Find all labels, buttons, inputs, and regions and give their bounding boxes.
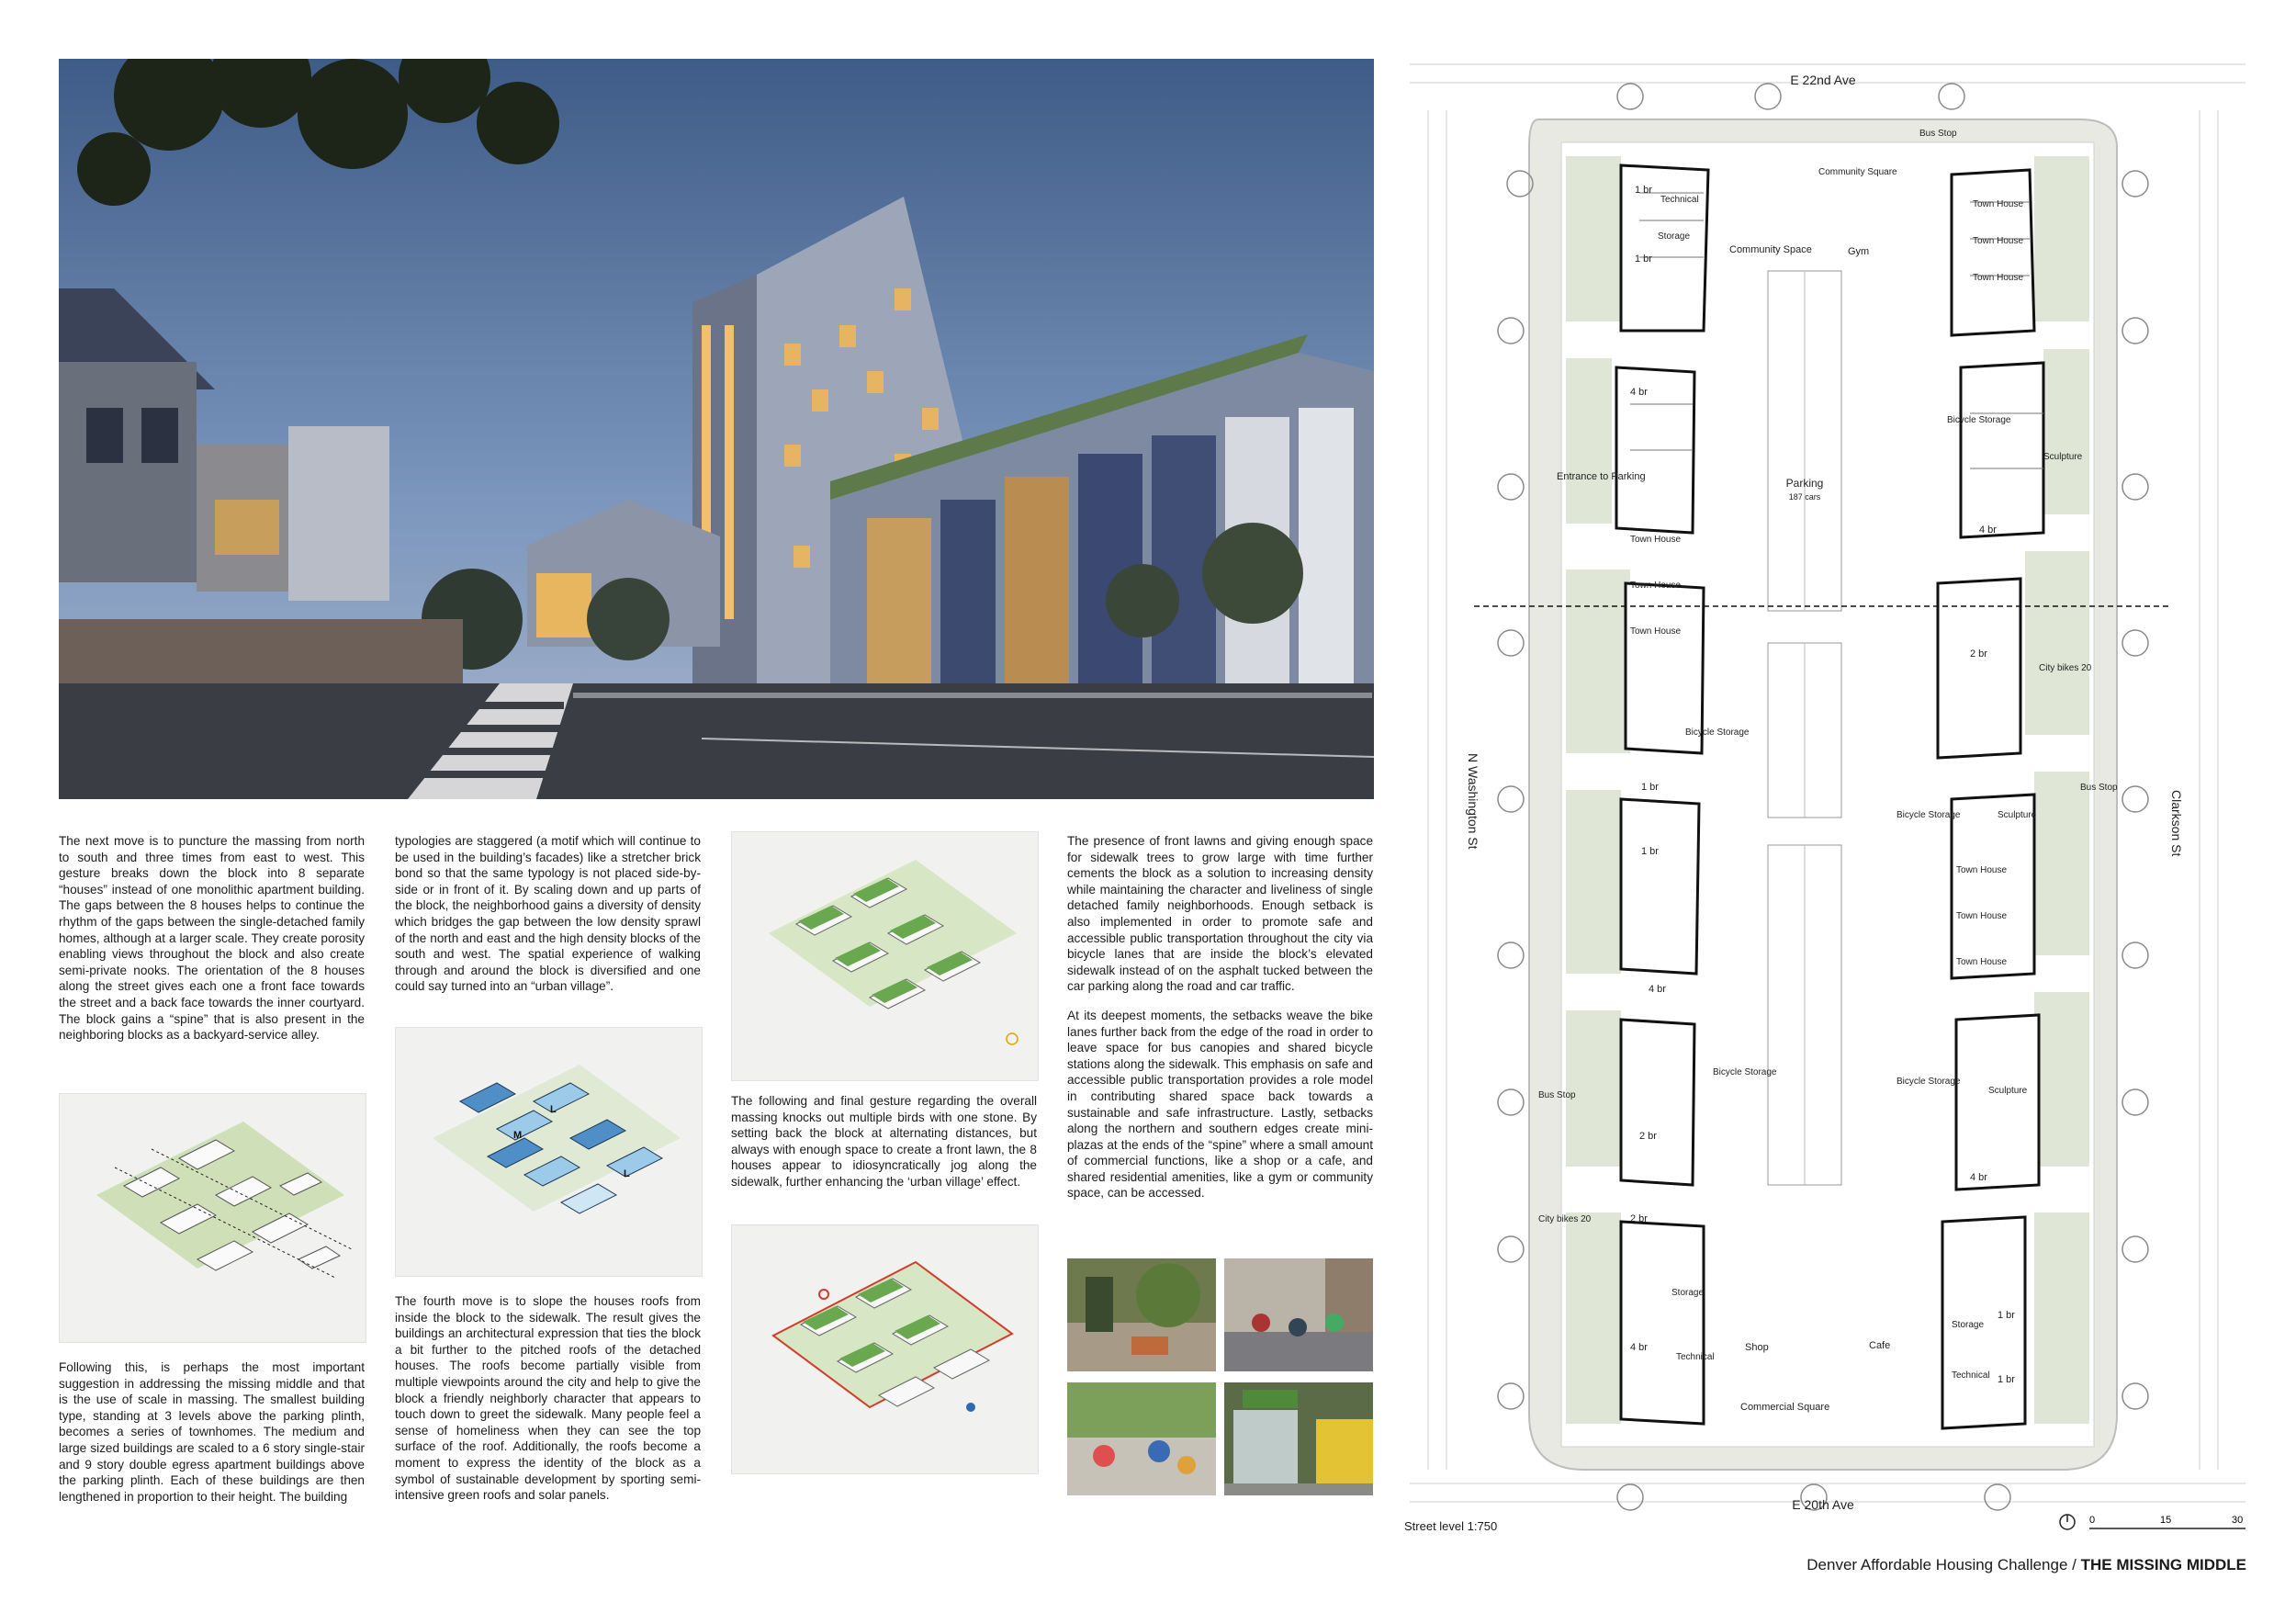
site-plan — [1401, 55, 2246, 1525]
label-town-house-4: Town House — [1630, 535, 1682, 545]
label-technical-nw: Technical — [1660, 195, 1699, 205]
label-community-square: Community Square — [1818, 167, 1897, 177]
photo-street-plaza — [1067, 1258, 1216, 1371]
label-city-bikes-east: City bikes 20 — [2039, 663, 2092, 673]
col3-paragraph-1: The following and final gesture regarding the overall massing knocks out multiple birds with one stone. By setting back the block at alternating distances, but always with enough space to create a front lawn, the 8 houses appear to idiosyncratically jog along the sidewalk, further enhancing the ‘urban village’ effect. — [731, 1094, 1037, 1189]
label-gym: Gym — [1848, 246, 1870, 257]
photo-kids-bikes — [1067, 1382, 1216, 1495]
text-column-3 — [731, 1093, 1037, 1203]
footer-project: Denver Affordable Housing Challenge / — [1806, 1556, 2081, 1573]
label-community-space: Community Space — [1729, 244, 1812, 255]
text-column-1b — [59, 1359, 365, 1517]
footer-title: THE MISSING MIDDLE — [2080, 1556, 2246, 1573]
col2-paragraph-2: The fourth move is to slope the houses roofs from inside the block to the sidewalk. The result gives the buildings an architectural expression that ties the block a bit further to the pitched roofs of the detached houses. The roofs become partially visible from multiple viewpoints around the city and help to give the block a friendly neighborly character that appears to touch down to greet the sidewalk. Many people feel a sense of homeliness when they can see the top surface of the roof. Additionally, the roofs become a moment to express the identity of the block as a symbol of sustainable development by sporting semi-intensive green roofs and solar panels. — [395, 1294, 701, 1503]
street-label-east: Clarkson St — [2169, 790, 2184, 857]
scale-bar — [2057, 1510, 2250, 1542]
page-footer — [1806, 1556, 2246, 1574]
photo-cyclists-city — [1224, 1258, 1373, 1371]
plan-scale-label: Street level 1:750 — [1404, 1519, 1498, 1533]
label-bicycle-storage-ne: Bicycle Storage — [1947, 415, 2011, 425]
label-town-house-1: Town House — [1973, 199, 2024, 209]
col4-paragraph-2: At its deepest moments, the setbacks weave the bike lanes further back from the edge of the road in order to leave space for bus canopies and shared bicycle stations along the sidewalk. This emphasis on safe and accessible public transportation provides a role model in contributing shared space back towards a sustainable and safe infrastructure. Lastly, setbacks along the northern and southern edges create mini-plazas at the ends of the “spine” where a small amount of commercial functions, like a shop or a cafe, and shared residential amenities, like a gym or community space, can be accessed. — [1067, 1008, 1373, 1201]
text-column-4 — [1067, 833, 1373, 1214]
diagram-label-m: M — [513, 1130, 523, 1141]
scale-tick-15: 15 — [2160, 1515, 2172, 1526]
label-technical-sw: Technical — [1676, 1352, 1715, 1362]
col1-paragraph-1: The next move is to puncture the massing from north to south and three times from east to west. This gesture breaks down the block into 8 separate “houses” instead of one monolithic apartment building. The gaps between the 8 houses helps to continue the rhythm of the gaps between the single-detached family homes, although at a larger scale. They create porosity enabling views throughout the block and also create semi-private nooks. The orientation of the 8 houses along the street gives each one a front face towards the street and a back face towards the inner courtyard. The block gains a “spine” that is also present in the neighboring blocks as a backyard-service alley. — [59, 834, 365, 1043]
label-sculpture-se: Sculpture — [1988, 1086, 2028, 1096]
label-storage-se: Storage — [1952, 1320, 1985, 1330]
text-column-1 — [59, 833, 365, 1056]
label-sculpture-e: Sculpture — [1998, 810, 2037, 820]
street-label-south: E 20th Ave — [1792, 1497, 1854, 1512]
massing-diagram-roofs — [731, 831, 1039, 1081]
label-bicycle-storage-e2: Bicycle Storage — [1896, 1077, 1961, 1087]
label-town-house-2: Town House — [1973, 236, 2024, 246]
label-storage-nw: Storage — [1658, 231, 1691, 242]
label-sculpture-ne: Sculpture — [2043, 452, 2083, 462]
label-city-bikes-west: City bikes 20 — [1538, 1214, 1592, 1224]
label-town-house-3: Town House — [1973, 273, 2024, 283]
label-town-house-5: Town House — [1630, 581, 1682, 591]
label-2br-a: 2 br — [1970, 648, 1987, 660]
text-column-2 — [395, 833, 701, 1008]
label-bicycle-storage-e1: Bicycle Storage — [1896, 810, 1961, 820]
label-4br-b: 4 br — [1979, 524, 1997, 536]
photo-bus-stop — [1224, 1382, 1373, 1495]
label-bus-stop-north: Bus Stop — [1919, 129, 1957, 139]
label-parking: Parking — [1785, 477, 1824, 490]
label-4br-e: 4 br — [1630, 1342, 1648, 1353]
label-1br-a: 1 br — [1635, 185, 1652, 196]
scale-tick-30: 30 — [2232, 1515, 2244, 1526]
label-shop: Shop — [1745, 1342, 1769, 1353]
massing-diagram-puncture — [59, 1093, 366, 1343]
hero-render — [59, 59, 1374, 799]
label-1br-e: 1 br — [1998, 1310, 2015, 1321]
label-4br-a: 4 br — [1630, 387, 1648, 398]
label-bus-stop-east: Bus Stop — [2080, 783, 2118, 793]
scale-tick-0: 0 — [2089, 1515, 2096, 1526]
label-4br-d: 4 br — [1970, 1172, 1987, 1183]
label-4br-c: 4 br — [1649, 984, 1666, 995]
label-technical-se: Technical — [1952, 1370, 1990, 1381]
label-bicycle-storage-w2: Bicycle Storage — [1713, 1067, 1777, 1077]
street-label-west: N Washington St — [1466, 753, 1480, 850]
col2-paragraph-1: typologies are staggered (a motif which will continue to be used in the building’s facades) like a stretcher brick bond so that the same typology is not placed side-by-side or in front of it. By scaling down and up parts of the block, the neighborhood gains a diversity of density which bridges the gap between the low density sprawl of the north and east and the high density blocks of the south and west. The spatial experience of walking through and around the block is diversified and one could say turned into an “urban village”. — [395, 834, 701, 994]
label-town-house-9: Town House — [1956, 957, 2008, 967]
label-1br-b: 1 br — [1635, 254, 1652, 265]
diagram-label-l: L — [550, 1104, 557, 1115]
label-2br-c: 2 br — [1630, 1213, 1648, 1224]
massing-diagram-scale — [395, 1027, 703, 1277]
col4-paragraph-1: The presence of front lawns and giving enough space for sidewalk trees to grow large with time further cements the block as a solution to increasing density while maintaining the character and liveliness of single detached family neighborhoods. Enough setback is also implemented in order to promote safe and accessible public transportation throughout the city via bicycle lanes that are inside the block’s elevated sidewalk instead of on the asphalt tucked between the car parking along the road and car traffic. — [1067, 834, 1373, 994]
label-1br-f: 1 br — [1998, 1374, 2015, 1385]
label-bus-stop-west: Bus Stop — [1538, 1090, 1576, 1100]
label-1br-d: 1 br — [1641, 846, 1659, 857]
label-2br-b: 2 br — [1639, 1131, 1657, 1142]
street-label-north: E 22nd Ave — [1790, 73, 1856, 87]
label-storage-sw: Storage — [1671, 1288, 1705, 1298]
label-1br-c: 1 br — [1641, 782, 1659, 793]
text-column-2b — [395, 1293, 701, 1517]
label-commercial-square: Commercial Square — [1740, 1402, 1830, 1413]
label-cafe: Cafe — [1869, 1340, 1891, 1351]
diagram-label-l-2: L — [624, 1168, 630, 1179]
label-entrance-parking: Entrance to Parking — [1557, 471, 1646, 482]
label-town-house-6: Town House — [1630, 626, 1682, 637]
label-town-house-7: Town House — [1956, 865, 2008, 875]
label-bicycle-storage-w1: Bicycle Storage — [1685, 727, 1750, 738]
label-parking-cars: 187 cars — [1788, 492, 1821, 502]
label-town-house-8: Town House — [1956, 911, 2008, 921]
col1-paragraph-2: Following this, is perhaps the most important suggestion in addressing the missing middle and that is the use of scale in massing. The smallest building type, standing at 3 levels above the parking plinth, becomes a series of townhomes. The medium and large sized buildings are scaled to a 6 story single-stair and 9 story double egress apartment buildings above the parking plinth. Each of these buildings are then lengthened in proportion to their height. The building — [59, 1360, 365, 1504]
massing-diagram-setback — [731, 1224, 1039, 1474]
